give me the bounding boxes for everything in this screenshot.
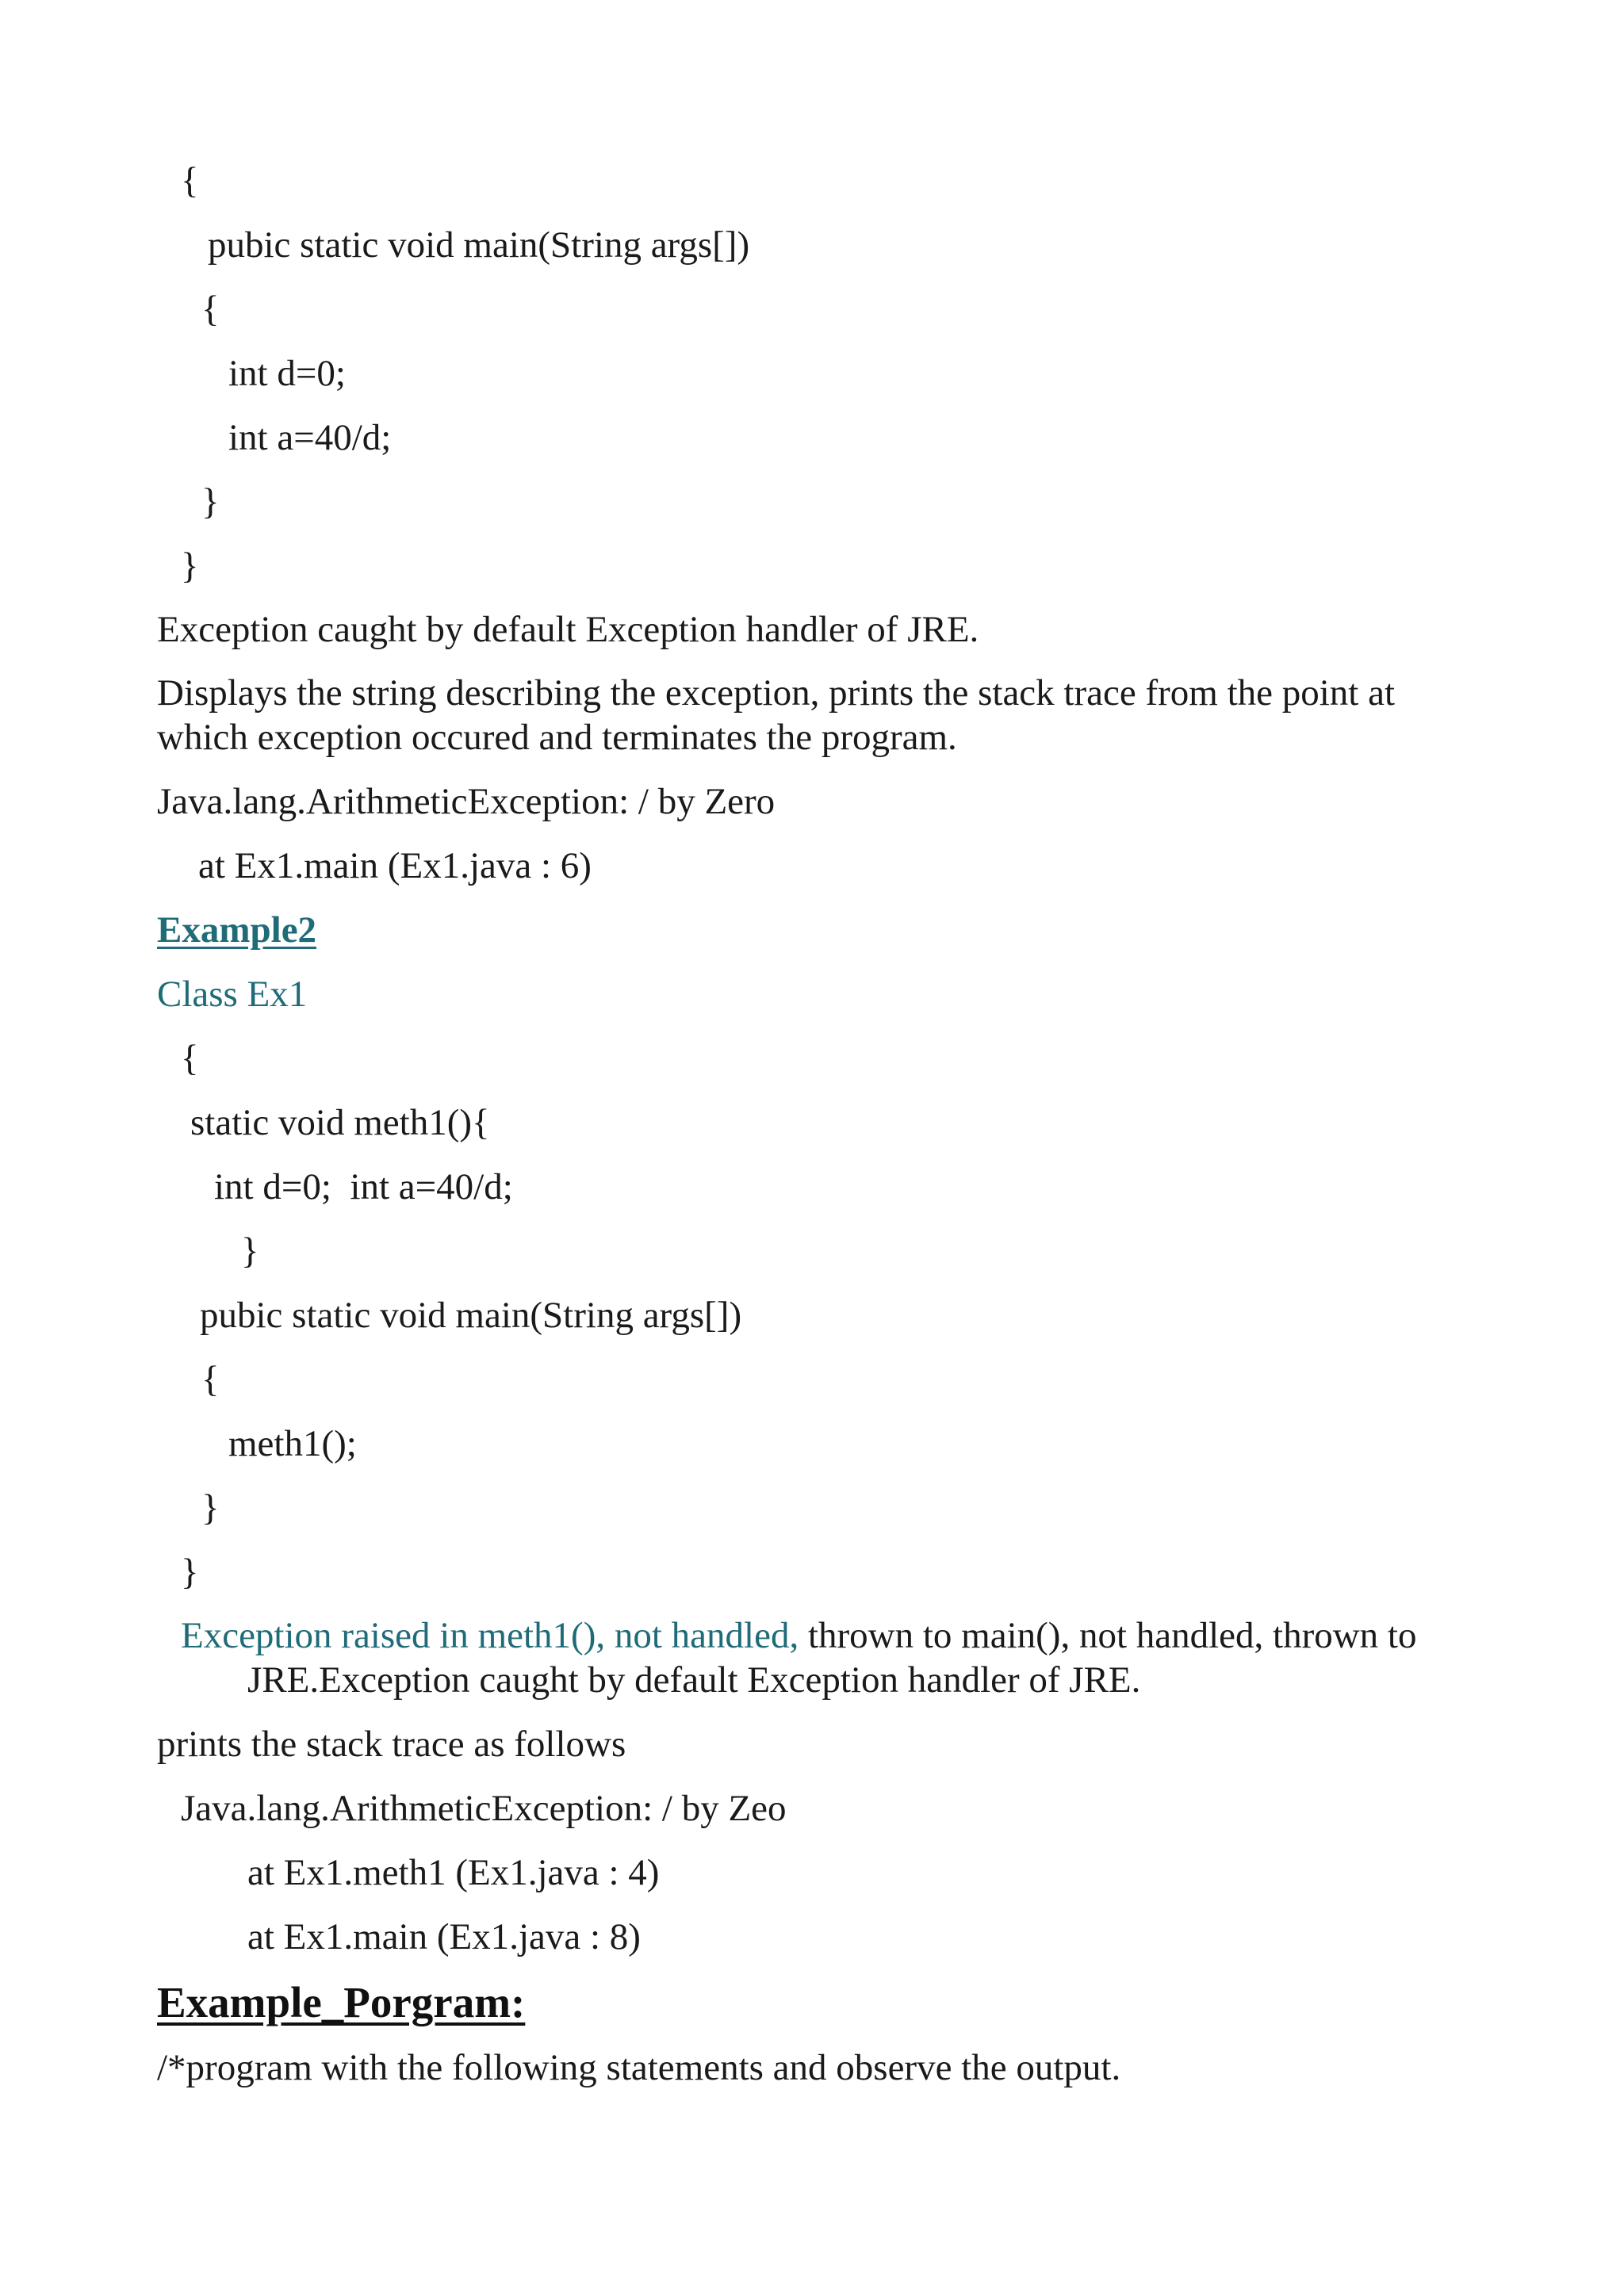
main-close-brace: } xyxy=(201,481,220,522)
example2-heading: Example2 xyxy=(157,909,317,951)
prints-stack-trace-text: prints the stack trace as follows xyxy=(157,1724,626,1765)
main-signature: pubic static void main(String args[]) xyxy=(200,1295,742,1336)
explanation-rest: thrown to main(), not handled, thrown to JRE.Exception caught by default Exception handler of JRE. xyxy=(247,1615,1417,1701)
stack-trace-line: at Ex1.main (Ex1.java : 8) xyxy=(247,1916,641,1957)
meth1-signature: static void meth1(){ xyxy=(190,1102,490,1143)
class-close-brace: } xyxy=(181,545,199,587)
code-statement: int a=40/d; xyxy=(228,417,392,458)
class-declaration: Class Ex1 xyxy=(157,974,308,1015)
meth1-body: int d=0; int a=40/d; xyxy=(214,1166,513,1207)
displays-paragraph: Displays the string describing the exception, prints the stack trace from the point at which exception occured and terminates the program. xyxy=(157,672,1396,758)
stack-trace-line: Java.lang.ArithmeticException: / by Zero xyxy=(157,781,776,822)
exception-caught-text: Exception caught by default Exception handler of JRE. xyxy=(157,609,979,650)
meth1-close-brace: } xyxy=(241,1230,259,1272)
example-program-heading: Example_Porgram: xyxy=(157,1978,526,2026)
stack-trace-line: at Ex1.main (Ex1.java : 6) xyxy=(198,845,592,886)
main-close-brace: } xyxy=(201,1487,220,1529)
main-body: meth1(); xyxy=(228,1423,357,1464)
explanation-highlight: Exception raised in meth1(), not handled, xyxy=(181,1615,799,1656)
program-intro-text: /*program with the following statements and observe the output. xyxy=(157,2047,1121,2088)
exception-explanation xyxy=(181,1613,1548,1702)
main-open-brace: { xyxy=(201,1359,220,1400)
class-close-brace: } xyxy=(181,1552,199,1593)
stack-trace-line: at Ex1.meth1 (Ex1.java : 4) xyxy=(247,1852,660,1893)
code-statement: int d=0; xyxy=(228,353,346,394)
class-open-brace: { xyxy=(181,160,199,201)
stack-trace-line: Java.lang.ArithmeticException: / by Zeo xyxy=(181,1788,787,1829)
main-signature: pubic static void main(String args[]) xyxy=(208,224,750,266)
class-open-brace: { xyxy=(181,1038,199,1079)
main-open-brace: { xyxy=(201,289,220,330)
